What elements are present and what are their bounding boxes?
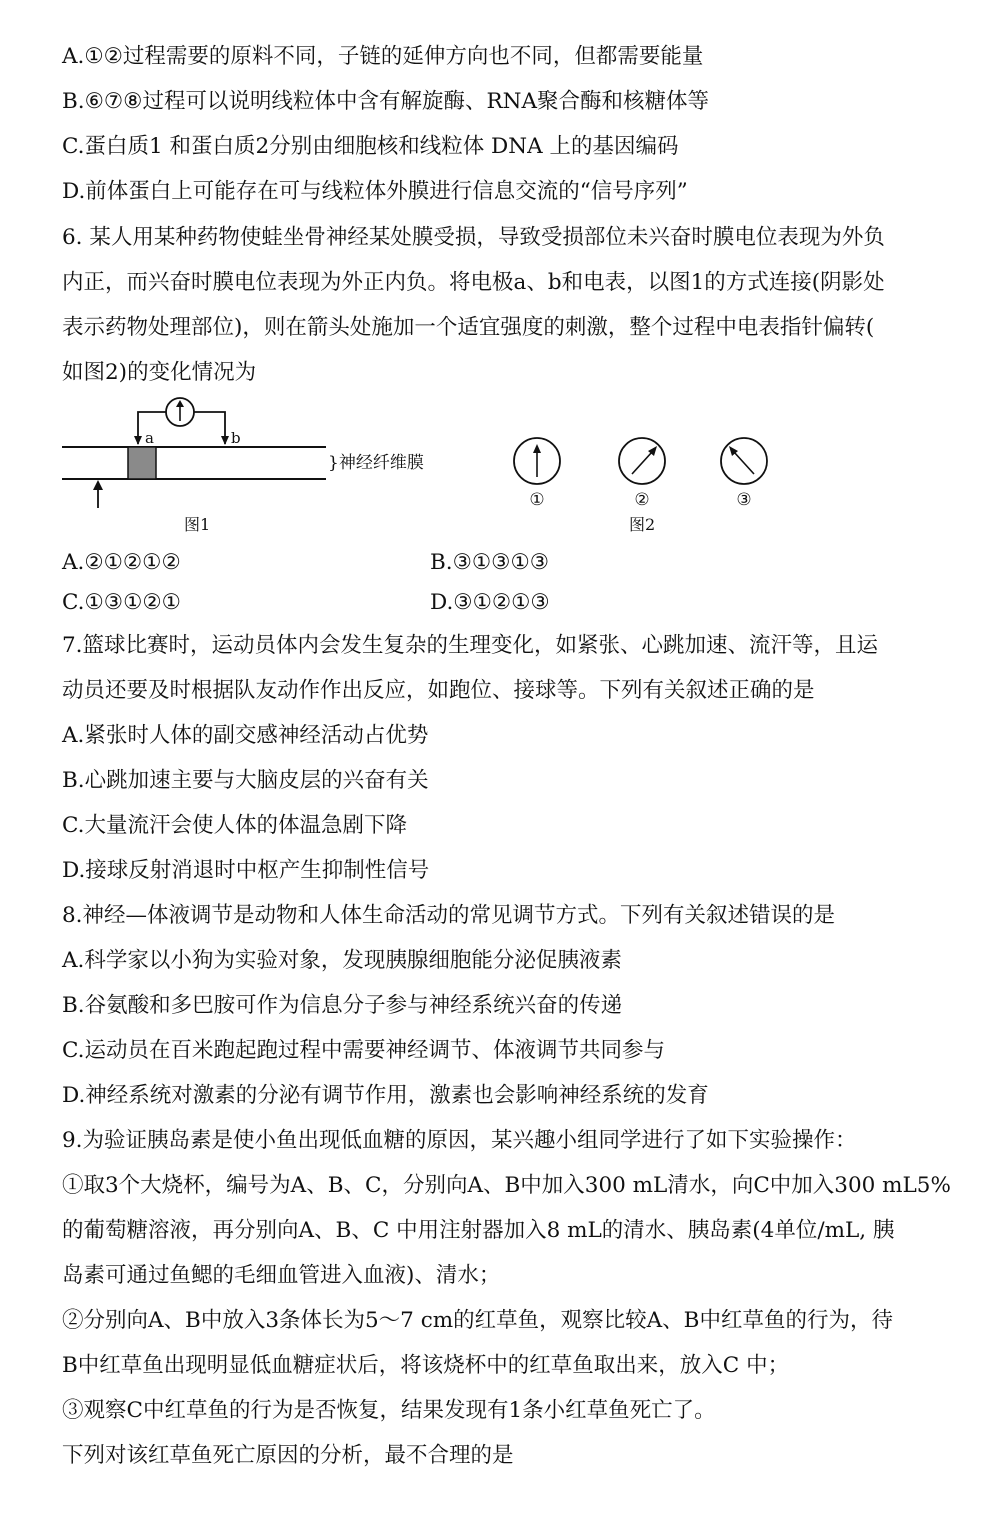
q7-stem-line-2: 动员还要及时根据队友动作作出反应，如跑位、接球等。下列有关叙述正确的是 bbox=[62, 678, 815, 703]
meter-3-label: ③ bbox=[736, 490, 752, 510]
figure-1-diagram bbox=[62, 398, 326, 508]
drug-treated-region bbox=[128, 447, 156, 479]
q5-option-a: A.①②过程需要的原料不同，子链的延伸方向也不同，但都需要能量 bbox=[62, 44, 704, 69]
q8-option-b: B.谷氨酸和多巴胺可作为信息分子参与神经系统兴奋的传递 bbox=[62, 993, 623, 1018]
meter-1-label: ① bbox=[529, 490, 545, 510]
q7-option-b: B.心跳加速主要与大脑皮层的兴奋有关 bbox=[62, 768, 429, 793]
q8-option-c: C.运动员在百米跑起跑过程中需要神经调节、体液调节共同参与 bbox=[62, 1038, 666, 1063]
q9-line-3: 的葡萄糖溶液，再分别向A、B、C 中用注射器加入8 mL的清水、胰岛素(4单位/mL, 胰 bbox=[62, 1218, 895, 1243]
electrode-b-tip bbox=[221, 436, 229, 445]
q5-option-b: B.⑥⑦⑧过程可以说明线粒体中含有解旋酶、RNA聚合酶和核糖体等 bbox=[62, 89, 709, 114]
figure-2-diagram bbox=[514, 438, 767, 484]
q9-line-1: 9.为验证胰岛素是使小鱼出现低血糖的原因，某兴趣小组同学进行了如下实验操作： bbox=[62, 1128, 857, 1153]
q5-option-d: D.前体蛋白上可能存在可与线粒体外膜进行信息交流的“信号序列” bbox=[62, 179, 688, 204]
figure-2-caption: 图2 bbox=[629, 515, 656, 534]
q9-line-7: ③观察C中红草鱼的行为是否恢复，结果发现有1条小红草鱼死亡了。 bbox=[62, 1398, 716, 1423]
q8-option-a: A.科学家以小狗为实验对象，发现胰腺细胞能分泌促胰液素 bbox=[62, 948, 622, 973]
q6-option-b: B.③①③①③ bbox=[430, 550, 550, 575]
q9-line-6: B中红草鱼出现明显低血糖症状后，将该烧杯中的红草鱼取出来，放入C 中； bbox=[62, 1353, 790, 1378]
q5-option-c: C.蛋白质1 和蛋白质2分别由细胞核和线粒体 DNA 上的基因编码 bbox=[62, 134, 679, 159]
electrode-a-label: a bbox=[145, 429, 154, 447]
electrode-b-label: b bbox=[231, 429, 241, 447]
q7-option-a: A.紧张时人体的副交感神经活动占优势 bbox=[62, 723, 429, 748]
electrode-a-tip bbox=[134, 436, 142, 445]
q6-stem-line-4: 如图2)的变化情况为 bbox=[62, 360, 257, 385]
meter-2-label: ② bbox=[634, 490, 650, 510]
electrode-b-wire bbox=[194, 412, 225, 444]
meter-3-dial bbox=[721, 438, 767, 484]
q7-option-d: D.接球反射消退时中枢产生抑制性信号 bbox=[62, 858, 430, 883]
q9-line-5: ②分别向A、B中放入3条体长为5～7 cm的红草鱼，观察比较A、B中红草鱼的行为，待 bbox=[62, 1308, 893, 1333]
q9-line-2: ①取3个大烧杯，编号为A、B、C，分别向A、B中加入300 mL清水，向C中加入300 mL5% bbox=[62, 1173, 951, 1198]
q8-stem: 8.神经—体液调节是动物和人体生命活动的常见调节方式。下列有关叙述错误的是 bbox=[62, 903, 836, 928]
q7-option-c: C.大量流汗会使人体的体温急剧下降 bbox=[62, 813, 408, 838]
q9-line-4: 岛素可通过鱼鳃的毛细血管进入血液)、清水； bbox=[62, 1263, 501, 1288]
q6-option-c: C.①③①②① bbox=[62, 590, 181, 615]
q9-line-8: 下列对该红草鱼死亡原因的分析，最不合理的是 bbox=[62, 1443, 514, 1468]
q6-stem-line-2: 内正，而兴奋时膜电位表现为外正内负。将电极a、b和电表，以图1的方式连接(阴影处 bbox=[62, 270, 885, 295]
q8-option-d: D.神经系统对激素的分泌有调节作用，激素也会影响神经系统的发育 bbox=[62, 1083, 709, 1108]
q6-option-d: D.③①②①③ bbox=[430, 590, 550, 615]
meter-2-dial bbox=[619, 438, 665, 484]
q6-stem-line-3: 表示药物处理部位)，则在箭头处施加一个适宜强度的刺激，整个过程中电表指针偏转( bbox=[62, 315, 875, 340]
membrane-label: }神经纤维膜 bbox=[328, 453, 424, 473]
stimulus-arrow-icon bbox=[93, 480, 103, 490]
q6-stem-line-1: 6. 某人用某种药物使蛙坐骨神经某处膜受损，导致受损部位未兴奋时膜电位表现为外负 bbox=[62, 225, 885, 250]
q6-option-a: A.②①②①② bbox=[62, 550, 181, 575]
figure-1-caption: 图1 bbox=[184, 515, 211, 534]
q7-stem-line-1: 7.篮球比赛时，运动员体内会发生复杂的生理变化，如紧张、心跳加速、流汗等，且运 bbox=[62, 633, 879, 658]
